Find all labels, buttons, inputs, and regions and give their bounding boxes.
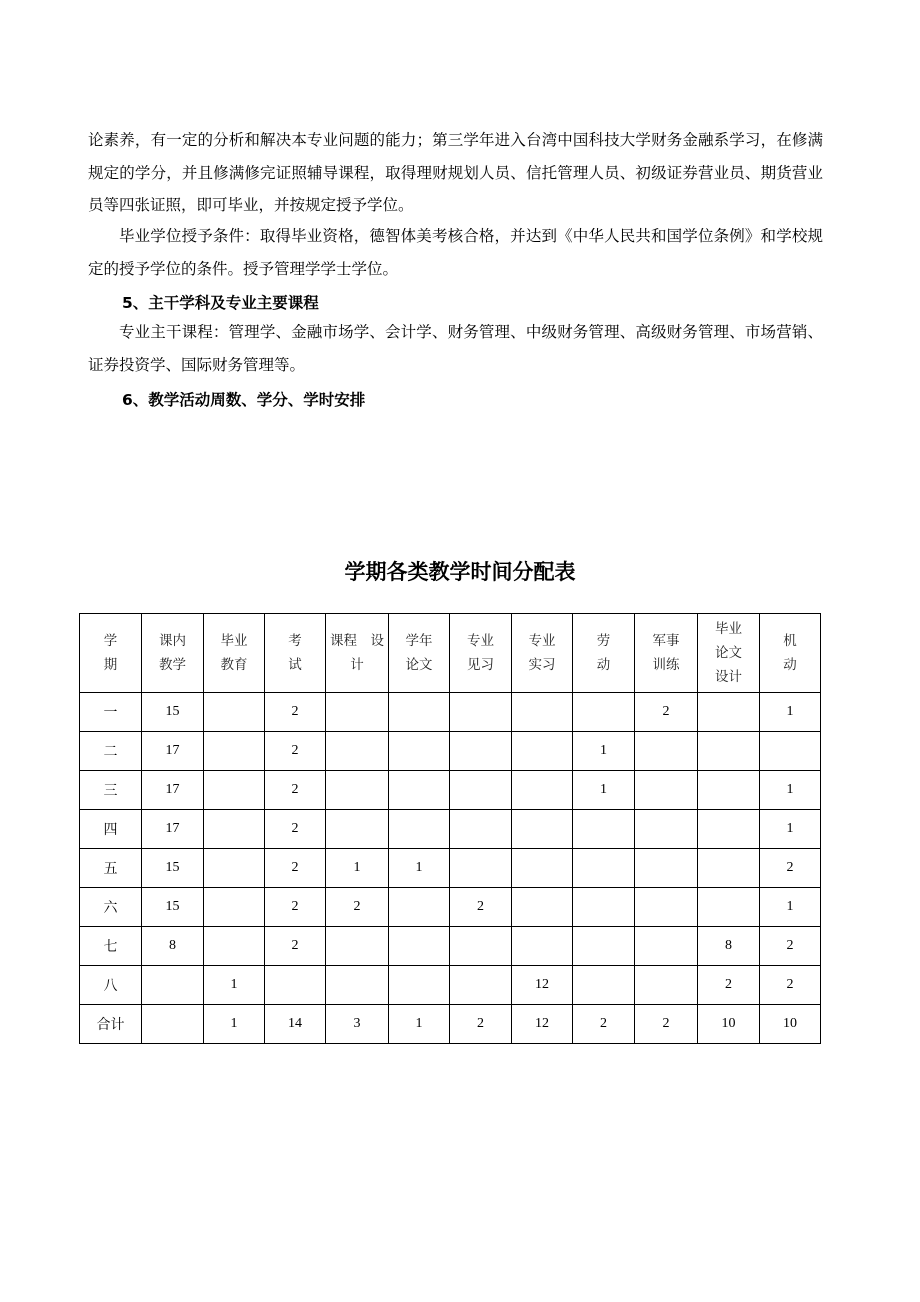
table-cell — [635, 966, 698, 1005]
table-cell — [389, 693, 450, 732]
column-header-text: 教育 — [220, 657, 248, 673]
table-row — [80, 888, 821, 927]
table-cell: 1 — [389, 849, 450, 888]
table-cell — [204, 732, 265, 771]
column-header-text: 实习 — [528, 657, 556, 673]
table-cell — [512, 810, 573, 849]
table-cell: 2 — [635, 693, 698, 732]
column-header-text: 教学 — [159, 657, 186, 673]
table-cell: 8 — [698, 927, 760, 966]
table-row — [80, 732, 821, 771]
table-cell — [635, 810, 698, 849]
section-heading-teaching-schedule: 6、教学活动周数、学分、学时安排 — [122, 391, 366, 409]
table-cell: 1 — [204, 1005, 265, 1044]
table-cell — [265, 966, 326, 1005]
table-cell — [204, 888, 265, 927]
semester-cell: 六 — [80, 888, 142, 927]
table-cell — [326, 810, 389, 849]
column-header-text: 设计 — [715, 669, 742, 685]
semester-cell: 合计 — [80, 1005, 142, 1044]
table-cell: 1 — [326, 849, 389, 888]
table-cell — [389, 888, 450, 927]
column-header — [265, 614, 326, 693]
table-cell: 15 — [142, 849, 204, 888]
semester-cell: 四 — [80, 810, 142, 849]
paragraph-degree-conditions: 毕业学位授予条件：取得毕业资格，德智体美考核合格，并达到《中华人民共和国学位条例》和学校规定的授予学位的条件。授予管理学学士学位。 — [88, 227, 823, 278]
table-cell: 1 — [760, 771, 821, 810]
column-header — [698, 614, 760, 693]
table-cell: 2 — [265, 810, 326, 849]
table-cell — [326, 693, 389, 732]
column-header — [512, 614, 573, 693]
table-cell: 2 — [265, 927, 326, 966]
table-cell: 8 — [142, 927, 204, 966]
column-header-text: 劳 — [596, 633, 611, 649]
column-header — [204, 614, 265, 693]
table-cell: 2 — [265, 888, 326, 927]
column-header-text: 计 — [350, 657, 364, 673]
table-cell — [389, 810, 450, 849]
table-cell — [204, 927, 265, 966]
table-cell: 15 — [142, 693, 204, 732]
column-header-text: 见习 — [467, 657, 494, 673]
column-header-text: 毕业 — [715, 621, 742, 637]
table-cell — [698, 849, 760, 888]
table-cell — [698, 771, 760, 810]
table-cell — [573, 810, 635, 849]
table-cell — [326, 966, 389, 1005]
table-cell — [512, 849, 573, 888]
table-cell — [635, 888, 698, 927]
column-header — [635, 614, 698, 693]
table-cell: 2 — [265, 732, 326, 771]
semester-cell: 五 — [80, 849, 142, 888]
table-cell — [326, 732, 389, 771]
column-header — [760, 614, 821, 693]
table-cell: 2 — [450, 1005, 512, 1044]
column-header-text: 论文 — [405, 657, 433, 673]
table-cell: 14 — [265, 1005, 326, 1044]
column-header-text: 训练 — [652, 657, 680, 673]
table-cell — [450, 693, 512, 732]
table-cell — [573, 849, 635, 888]
semester-cell: 二 — [80, 732, 142, 771]
table-cell: 17 — [142, 732, 204, 771]
table-cell: 2 — [760, 966, 821, 1005]
table-cell: 1 — [204, 966, 265, 1005]
semester-cell: 三 — [80, 771, 142, 810]
column-header — [80, 614, 142, 693]
table-cell: 2 — [573, 1005, 635, 1044]
table-cell: 12 — [512, 966, 573, 1005]
table-cell: 2 — [760, 927, 821, 966]
table-cell — [698, 888, 760, 927]
table-cell: 10 — [760, 1005, 821, 1044]
table-cell: 2 — [265, 693, 326, 732]
table-cell: 1 — [760, 693, 821, 732]
table-cell: 2 — [698, 966, 760, 1005]
paragraph-graduation-requirements: 论素养，有一定的分析和解决本专业问题的能力；第三学年进入台湾中国科技大学财务金融系学习，在修满规定的学分，并且修满修完证照辅导课程，取得理财规划人员、信托管理人员、初级证券营业员、期货营业员等四张证照，即可毕业，并按规定授予学位。 — [88, 131, 823, 214]
table-cell — [698, 810, 760, 849]
table-row — [80, 966, 821, 1005]
table-cell — [389, 927, 450, 966]
paragraph-main-courses: 专业主干课程：管理学、金融市场学、会计学、财务管理、中级财务管理、高级财务管理、市场营销、证券投资学、国际财务管理等。 — [88, 323, 823, 374]
table-cell — [635, 927, 698, 966]
table-cell: 3 — [326, 1005, 389, 1044]
column-header — [389, 614, 450, 693]
table-cell: 2 — [265, 771, 326, 810]
table-cell: 10 — [698, 1005, 760, 1044]
table-cell — [698, 732, 760, 771]
column-header-text: 专业 — [528, 633, 556, 649]
table-cell — [204, 849, 265, 888]
column-header-text: 机 — [783, 633, 797, 649]
table-cell — [573, 888, 635, 927]
table-row — [80, 693, 821, 732]
column-header — [573, 614, 635, 693]
table-cell — [635, 849, 698, 888]
column-header-text: 考 — [288, 633, 302, 649]
table-cell — [450, 810, 512, 849]
column-header-text: 课内 — [159, 633, 186, 649]
table-title: 学期各类教学时间分配表 — [344, 560, 576, 584]
table-cell: 17 — [142, 810, 204, 849]
table-cell — [512, 888, 573, 927]
table-cell: 1 — [760, 888, 821, 927]
column-header-text: 试 — [288, 657, 302, 673]
table-cell: 2 — [326, 888, 389, 927]
table-row — [80, 771, 821, 810]
table-row — [80, 810, 821, 849]
table-cell — [760, 732, 821, 771]
table-cell — [573, 693, 635, 732]
table-cell — [204, 693, 265, 732]
section-heading-main-courses: 5、主干学科及专业主要课程 — [122, 294, 319, 312]
table-cell — [326, 771, 389, 810]
table-cell — [142, 1005, 204, 1044]
table-cell: 2 — [760, 849, 821, 888]
semester-cell: 一 — [80, 693, 142, 732]
table-cell — [450, 927, 512, 966]
table-cell — [450, 732, 512, 771]
table-cell — [573, 966, 635, 1005]
column-header-text: 动 — [783, 657, 797, 673]
table-cell — [512, 693, 573, 732]
table-cell: 1 — [573, 732, 635, 771]
table-cell: 17 — [142, 771, 204, 810]
column-header-text: 毕业 — [220, 633, 248, 649]
table-row — [80, 927, 821, 966]
table-cell: 1 — [573, 771, 635, 810]
table-cell: 1 — [389, 1005, 450, 1044]
semester-cell: 八 — [80, 966, 142, 1005]
table-cell: 12 — [512, 1005, 573, 1044]
table-cell — [512, 771, 573, 810]
column-header-text: 课程 设 — [330, 633, 384, 649]
column-header-text: 专业 — [467, 633, 494, 649]
table-cell — [450, 771, 512, 810]
table-cell — [389, 966, 450, 1005]
table-cell — [635, 771, 698, 810]
semester-cell: 七 — [80, 927, 142, 966]
column-header — [450, 614, 512, 693]
table-cell: 2 — [635, 1005, 698, 1044]
table-cell: 1 — [760, 810, 821, 849]
column-header-text: 论文 — [715, 645, 742, 661]
column-header-text: 学年 — [405, 633, 433, 649]
table-cell — [204, 810, 265, 849]
table-cell — [389, 771, 450, 810]
table-cell — [512, 927, 573, 966]
column-header-text: 动 — [596, 657, 611, 673]
table-row — [80, 1005, 821, 1044]
table-cell — [204, 771, 265, 810]
table-cell: 2 — [450, 888, 512, 927]
table-cell: 15 — [142, 888, 204, 927]
table-cell — [326, 927, 389, 966]
table-cell — [573, 927, 635, 966]
table-cell — [389, 732, 450, 771]
column-header — [326, 614, 389, 693]
teaching-time-table — [79, 613, 821, 1044]
column-header-text: 期 — [103, 657, 118, 673]
column-header — [142, 614, 204, 693]
table-cell — [142, 966, 204, 1005]
table-cell — [450, 849, 512, 888]
column-header-text: 军事 — [652, 633, 680, 649]
table-header-row — [80, 614, 821, 693]
table-cell — [512, 732, 573, 771]
table-cell — [698, 693, 760, 732]
column-header-text: 学 — [103, 633, 118, 649]
table-cell — [635, 732, 698, 771]
table-cell — [450, 966, 512, 1005]
table-cell: 2 — [265, 849, 326, 888]
table-row — [80, 849, 821, 888]
